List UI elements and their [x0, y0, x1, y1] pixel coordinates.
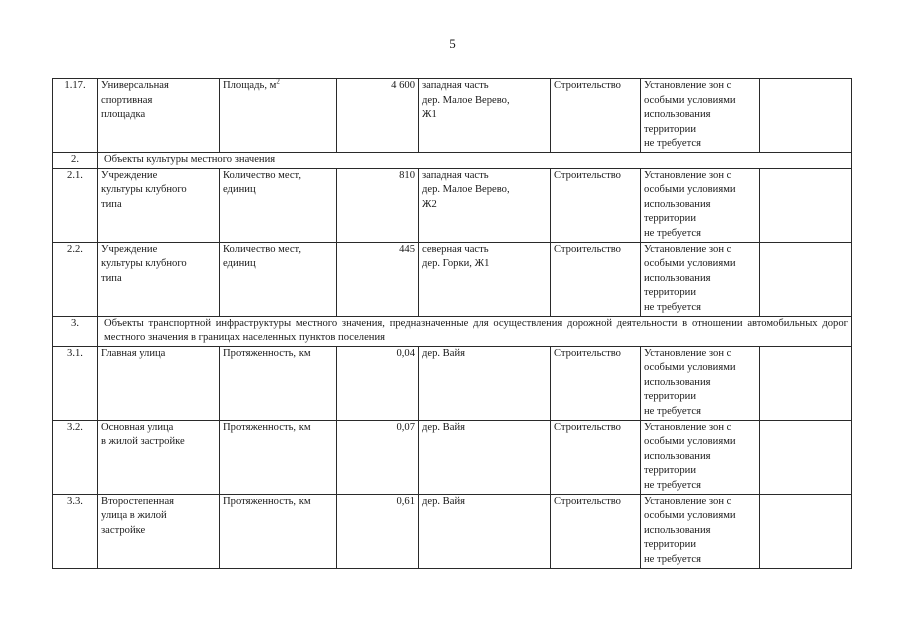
object-name: Второстепенная улица в жилой застройке — [98, 494, 220, 568]
object-name: Главная улица — [98, 346, 220, 420]
zones-text: Установление зон с особыми условиями использования территории не требуется — [641, 168, 760, 242]
location: дер. Вайя — [419, 420, 551, 494]
row-number: 3.2. — [53, 420, 98, 494]
table-row — [53, 242, 852, 316]
section-number: 2. — [53, 152, 98, 168]
indicator-value: 810 — [337, 168, 419, 242]
indicator-value: 4 600 — [337, 79, 419, 153]
location: дер. Вайя — [419, 494, 551, 568]
object-name: Учреждение культуры клубного типа — [98, 168, 220, 242]
activity-type: Строительство — [551, 346, 641, 420]
activity-type: Строительство — [551, 79, 641, 153]
indicator-superscript: 2 — [276, 78, 280, 86]
zones-text: Установление зон с особыми условиями использования территории не требуется — [641, 420, 760, 494]
empty-note-cell — [760, 346, 852, 420]
location: западная часть дер. Малое Верево, Ж1 — [419, 79, 551, 153]
indicator-text: Количество мест, единиц — [220, 242, 337, 316]
empty-note-cell — [760, 242, 852, 316]
section-title: Объекты культуры местного значения — [98, 152, 852, 168]
indicator-value: 0,61 — [337, 494, 419, 568]
table-row — [53, 79, 852, 153]
location: дер. Вайя — [419, 346, 551, 420]
zones-text: Установление зон с особыми условиями использования территории не требуется — [641, 242, 760, 316]
row-number: 3.1. — [53, 346, 98, 420]
row-number: 1.17. — [53, 79, 98, 153]
location: западная часть дер. Малое Верево, Ж2 — [419, 168, 551, 242]
page-number: 5 — [449, 36, 456, 51]
table-row — [53, 168, 852, 242]
planning-table — [52, 78, 852, 569]
object-name: Основная улица в жилой застройке — [98, 420, 220, 494]
table-row — [53, 494, 852, 568]
row-number: 2.2. — [53, 242, 98, 316]
zones-text: Установление зон с особыми условиями использования территории не требуется — [641, 79, 760, 153]
empty-note-cell — [760, 79, 852, 153]
empty-note-cell — [760, 420, 852, 494]
location: северная часть дер. Горки, Ж1 — [419, 242, 551, 316]
indicator-text: Протяженность, км — [220, 494, 337, 568]
indicator-text: Количество мест, единиц — [220, 168, 337, 242]
empty-note-cell — [760, 168, 852, 242]
section-title: Объекты транспортной инфраструктуры местного значения, предназначенные для осуществления дорожной деятельности в отношении автомобильных дорог местного значения в границах населенных пунктов поселения — [98, 316, 852, 346]
table-row — [53, 420, 852, 494]
indicator-text: Протяженность, км — [220, 346, 337, 420]
table-row — [53, 346, 852, 420]
row-number: 3.3. — [53, 494, 98, 568]
section-number: 3. — [53, 316, 98, 346]
activity-type: Строительство — [551, 242, 641, 316]
indicator-text: Протяженность, км — [220, 420, 337, 494]
activity-type: Строительство — [551, 420, 641, 494]
section-row — [53, 152, 852, 168]
indicator-value: 445 — [337, 242, 419, 316]
section-row — [53, 316, 852, 346]
empty-note-cell — [760, 494, 852, 568]
indicator-value: 0,04 — [337, 346, 419, 420]
object-name: Универсальная спортивная площадка — [98, 79, 220, 153]
activity-type: Строительство — [551, 494, 641, 568]
activity-type: Строительство — [551, 168, 641, 242]
zones-text: Установление зон с особыми условиями использования территории не требуется — [641, 346, 760, 420]
zones-text: Установление зон с особыми условиями использования территории не требуется — [641, 494, 760, 568]
row-number: 2.1. — [53, 168, 98, 242]
indicator-value: 0,07 — [337, 420, 419, 494]
indicator-cell — [220, 79, 337, 153]
object-name: Учреждение культуры клубного типа — [98, 242, 220, 316]
indicator-text: Площадь, м — [223, 80, 277, 91]
